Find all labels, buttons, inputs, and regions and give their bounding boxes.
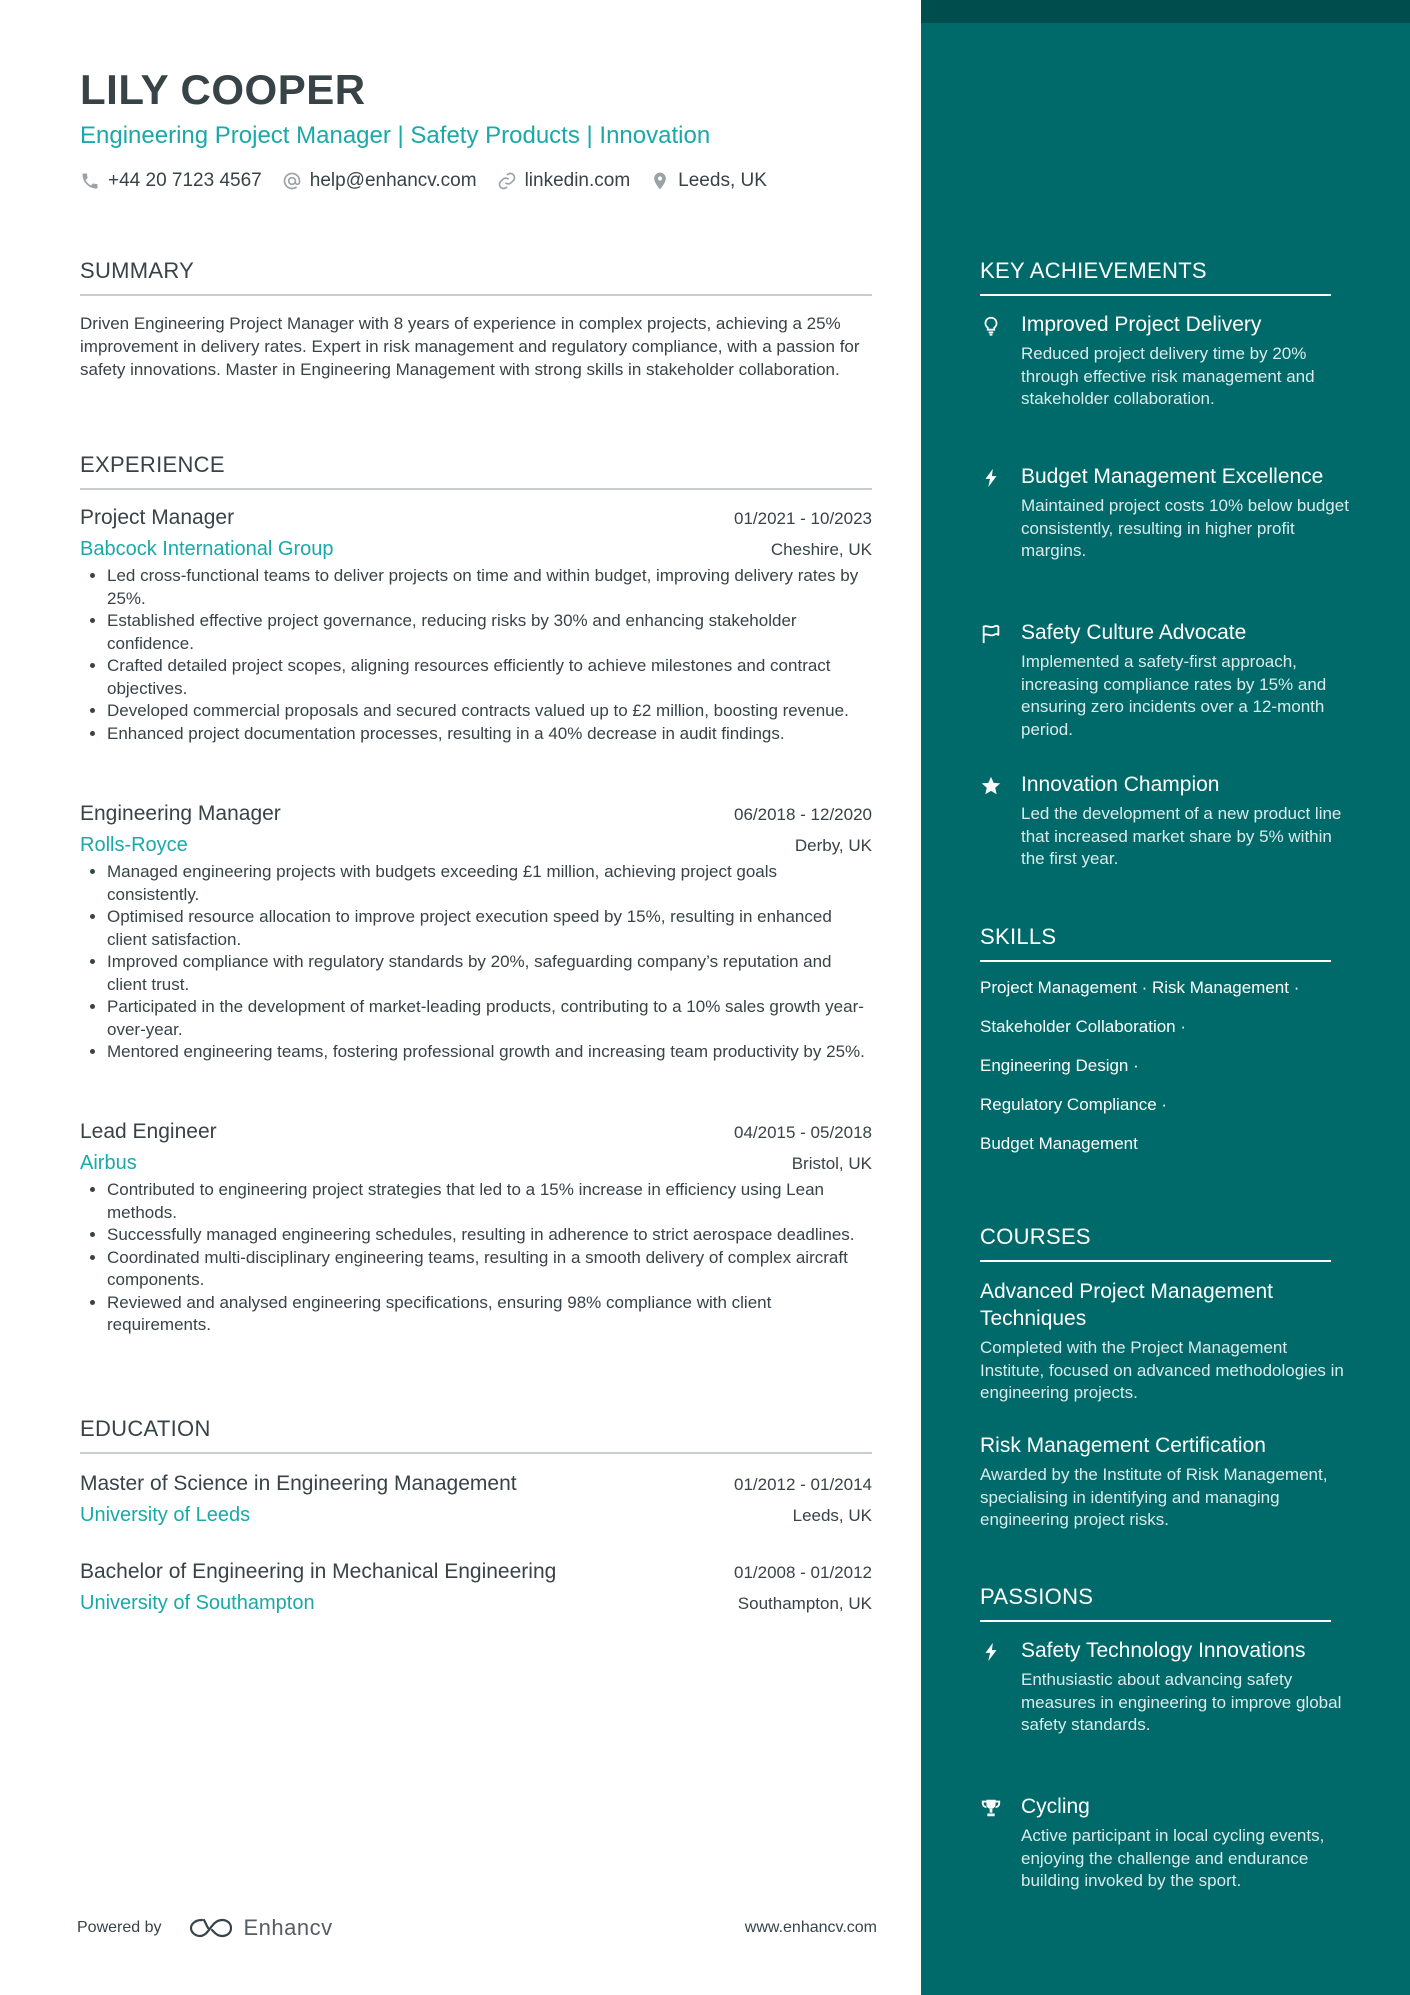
job-dates: 01/2021 - 10/2023: [733, 509, 872, 528]
powered-by: [77, 1915, 333, 1941]
achievement-item: [980, 619, 1350, 741]
passion-item: [980, 1637, 1350, 1737]
job-title: Project Manager: [80, 506, 235, 529]
linkedin-text: linkedin.com: [524, 170, 631, 191]
job-dates: 04/2015 - 05/2018: [733, 1123, 872, 1142]
job-company[interactable]: Rolls-Royce: [80, 834, 188, 856]
courses-heading: COURSES: [980, 1224, 1331, 1262]
achievements-heading: KEY ACHIEVEMENTS: [980, 258, 1331, 296]
course-title: Advanced Project Management Techniques: [980, 1280, 1274, 1330]
candidate-name: LILY COOPER: [80, 66, 366, 113]
location-pin-icon: [650, 171, 670, 191]
candidate-title: Engineering Project Manager | Safety Products | Innovation: [80, 122, 711, 149]
achievement-desc: Maintained project costs 10% below budget consistently, resulting in higher profit margins.: [1021, 496, 1349, 560]
list-item: • Participated in the development of market-leading products, contributing to a 10% sales growth year-over-year.: [107, 996, 872, 1041]
list-item: • Enhanced project documentation processes, resulting in a 40% decrease in audit findings.: [107, 723, 872, 746]
achievement-desc: Led the development of a new product line that increased market share by 5% within the first year.: [1021, 804, 1342, 868]
achievement-item: [980, 311, 1350, 411]
link-icon: [497, 171, 517, 191]
summary-text: Driven Engineering Project Manager with 8 years of experience in complex projects, achieving a 25% improvement in delivery rates. Expert in risk management and regulatory compliance, with a passion for safety innovations. Master in Engineering Management with strong skills in stakeholder collaboration.: [80, 314, 860, 379]
experience-item: [80, 506, 872, 745]
lightbulb-icon: [980, 315, 1002, 337]
bolt-icon: [980, 1641, 1002, 1663]
job-title: Lead Engineer: [80, 1120, 217, 1143]
skill-line: Budget Management: [980, 1134, 1138, 1153]
experience-heading: EXPERIENCE: [80, 452, 872, 490]
education-dates: 01/2008 - 01/2012: [733, 1563, 872, 1582]
achievement-item: [980, 771, 1350, 871]
job-dates: 06/2018 - 12/2020: [733, 805, 872, 824]
job-bullets: [80, 1179, 872, 1337]
summary-heading: SUMMARY: [80, 258, 872, 296]
contact-bar: [80, 170, 787, 192]
list-item: • Led cross-functional teams to deliver projects on time and within budget, improving delivery rates by 25%.: [107, 565, 872, 610]
list-item: • Successfully managed engineering schedules, resulting in adherence to strict aerospace deadlines.: [107, 1224, 872, 1247]
job-location: Bristol, UK: [791, 1154, 872, 1173]
skills-heading: SKILLS: [980, 924, 1331, 962]
experience-item: [80, 802, 872, 1064]
contact-email[interactable]: [282, 170, 477, 192]
star-icon: [980, 775, 1002, 797]
degree-title: Master of Science in Engineering Management: [80, 1472, 517, 1495]
passions-heading: PASSIONS: [980, 1584, 1331, 1622]
list-item: • Contributed to engineering project strategies that led to a 15% increase in efficiency using Lean methods.: [107, 1179, 872, 1224]
list-item: • Managed engineering projects with budgets exceeding £1 million, achieving project goals consistently.: [107, 861, 872, 906]
sidebar-top-band: [921, 0, 1410, 23]
education-dates: 01/2012 - 01/2014: [733, 1475, 872, 1494]
course-desc: Completed with the Project Management Institute, focused on advanced methodologies in engineering projects.: [980, 1338, 1344, 1402]
degree-title: Bachelor of Engineering in Mechanical Engineering: [80, 1560, 557, 1583]
list-item: • Optimised resource allocation to improve project execution speed by 15%, resulting in enhanced client satisfaction.: [107, 906, 872, 951]
skill-line: Project Management · Risk Management ·: [980, 978, 1300, 997]
course-title: Risk Management Certification: [980, 1434, 1266, 1457]
job-title: Engineering Manager: [80, 802, 281, 825]
passion-desc: Enthusiastic about advancing safety measures in engineering to improve global safety standards.: [1021, 1670, 1342, 1734]
bolt-icon: [980, 467, 1002, 489]
achievement-item: [980, 463, 1350, 563]
achievement-title: Improved Project Delivery: [1021, 313, 1262, 336]
education-item: [80, 1560, 872, 1615]
footer: [77, 1915, 877, 1941]
location-text: Leeds, UK: [678, 170, 767, 191]
list-item: • Reviewed and analysed engineering specifications, ensuring 98% compliance with client requirements.: [107, 1292, 872, 1337]
school-location: Southampton, UK: [737, 1594, 872, 1613]
achievement-desc: Reduced project delivery time by 20% through effective risk management and stakeholder collaboration.: [1021, 344, 1315, 408]
list-item: • Improved compliance with regulatory standards by 20%, safeguarding company’s reputation and client trust.: [107, 951, 872, 996]
at-icon: [282, 171, 302, 191]
skills-list: [980, 978, 1350, 1173]
school-name[interactable]: University of Southampton: [80, 1592, 315, 1614]
email-text: help@enhancv.com: [309, 170, 477, 191]
job-company[interactable]: Babcock International Group: [80, 538, 334, 560]
passion-title: Safety Technology Innovations: [1021, 1639, 1306, 1662]
achievement-desc: Implemented a safety-first approach, increasing compliance rates by 15% and ensuring zero incidents over a 12-month period.: [1021, 652, 1327, 739]
phone-text: +44 20 7123 4567: [108, 170, 262, 191]
contact-phone[interactable]: [80, 170, 262, 192]
job-location: Derby, UK: [794, 836, 872, 855]
skill-line: Engineering Design ·: [980, 1056, 1139, 1075]
passion-item: [980, 1793, 1350, 1893]
achievement-title: Safety Culture Advocate: [1021, 621, 1247, 644]
school-location: Leeds, UK: [792, 1506, 872, 1525]
achievement-title: Budget Management Excellence: [1021, 465, 1324, 488]
skill-line: Regulatory Compliance ·: [980, 1095, 1168, 1114]
course-desc: Awarded by the Institute of Risk Management, specialising in identifying and managing engineering project risks.: [980, 1465, 1328, 1529]
phone-icon: [80, 171, 100, 191]
job-company[interactable]: Airbus: [80, 1152, 137, 1174]
list-item: • Developed commercial proposals and secured contracts valued up to £2 million, boosting revenue.: [107, 700, 872, 723]
list-item: • Established effective project governance, reducing risks by 30% and enhancing stakeholder confidence.: [107, 610, 872, 655]
passion-title: Cycling: [1021, 1795, 1090, 1818]
education-item: [80, 1472, 872, 1527]
skill-line: Stakeholder Collaboration ·: [980, 1017, 1187, 1036]
experience-item: [80, 1120, 872, 1337]
sidebar: [921, 0, 1410, 1995]
enhancv-logo-icon: [188, 1916, 234, 1940]
list-item: • Coordinated multi-disciplinary engineering teams, resulting in a smooth delivery of complex aircraft components.: [107, 1247, 872, 1292]
passion-desc: Active participant in local cycling events, enjoying the challenge and endurance building invoked by the sport.: [1021, 1826, 1325, 1890]
achievement-title: Innovation Champion: [1021, 773, 1220, 796]
school-name[interactable]: University of Leeds: [80, 1504, 251, 1526]
list-item: • Mentored engineering teams, fostering professional growth and increasing team productivity by 25%.: [107, 1041, 872, 1064]
contact-linkedin[interactable]: [497, 170, 631, 192]
list-item: • Crafted detailed project scopes, aligning resources efficiently to achieve milestones and contract objectives.: [107, 655, 872, 700]
education-heading: EDUCATION: [80, 1416, 872, 1454]
job-bullets: [80, 565, 872, 745]
trophy-icon: [980, 1797, 1002, 1819]
course-item: [980, 1278, 1350, 1405]
course-item: [980, 1432, 1350, 1532]
brand-name[interactable]: Enhancv: [243, 1915, 333, 1940]
flag-icon: [980, 623, 1002, 645]
powered-by-label: Powered by: [77, 1919, 162, 1936]
job-bullets: [80, 861, 872, 1064]
job-location: Cheshire, UK: [770, 540, 872, 559]
website-link[interactable]: www.enhancv.com: [744, 1919, 877, 1936]
contact-location: [650, 170, 767, 192]
